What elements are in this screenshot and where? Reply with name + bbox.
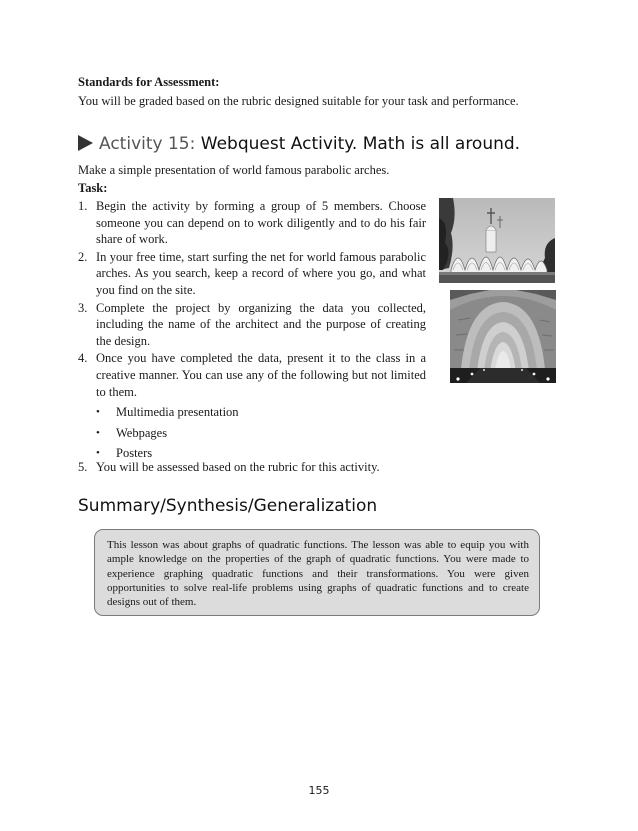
activity-heading [78, 134, 520, 154]
option-text: Webpages [116, 425, 168, 440]
bullet-icon: • [96, 447, 100, 460]
activity-title: Webquest Activity. Math is all around. [200, 134, 521, 154]
step-number: 3. [78, 300, 88, 315]
task-step [78, 249, 426, 299]
list-item [96, 404, 426, 421]
bullet-icon: • [96, 406, 100, 419]
task-steps [78, 198, 426, 466]
step-text: Once you have completed the data, present it to the class in a creative manner. You can use any of the following but not limited to them. [96, 351, 426, 399]
option-text: Posters [116, 446, 153, 461]
task-step [78, 460, 426, 475]
step-text: Complete the project by organizing the data you collected, including the name of the architect and the purpose of creating the design. [96, 300, 426, 348]
bullet-icon: • [96, 426, 100, 439]
page-number: 155 [308, 784, 330, 797]
church-photo [439, 198, 555, 283]
activity-label: Activity 15: [99, 134, 196, 154]
task-step [78, 350, 426, 462]
step-number: 1. [78, 199, 88, 213]
summary-text: This lesson was about graphs of quadratic functions. The lesson was able to equip you with ample knowledge on the properties of the graph of quadratic functions. You were made to experience graphing quadratic functions and their transformations. You were given opportunities to solve real-life problems using graphs of quadratic functions and to create designs out of them. [107, 539, 529, 609]
standards-title: Standards for Assessment: [78, 75, 220, 89]
task-step [78, 300, 426, 350]
list-item [96, 425, 426, 442]
presentation-options [96, 404, 426, 462]
step-text: You will be assessed based on the rubric for this activity. [96, 460, 380, 474]
summary-heading: Summary/Synthesis/Generalization [78, 496, 378, 516]
activity-intro: Make a simple presentation of world famous parabolic arches. [78, 163, 390, 177]
step-text: Begin the activity by forming a group of 5 members. Choose someone you can depend on to work diligently and to do his fair share of work. [96, 199, 426, 247]
summary-box [94, 529, 540, 616]
standards-text: You will be graded based on the rubric designed suitable for your task and performance. [78, 94, 519, 108]
step-number: 2. [78, 249, 88, 264]
arrow-icon [78, 135, 93, 151]
arch-corridor-photo [450, 290, 556, 383]
option-text: Multimedia presentation [116, 405, 239, 420]
step-text: In your free time, start surfing the net for world famous parabolic arches. As you search, keep a record of where you go, and what you find on the site. [96, 249, 426, 297]
step-number: 4. [78, 351, 88, 366]
step-number: 5. [78, 460, 88, 474]
task-step [78, 198, 426, 248]
task-label: Task: [78, 181, 108, 195]
